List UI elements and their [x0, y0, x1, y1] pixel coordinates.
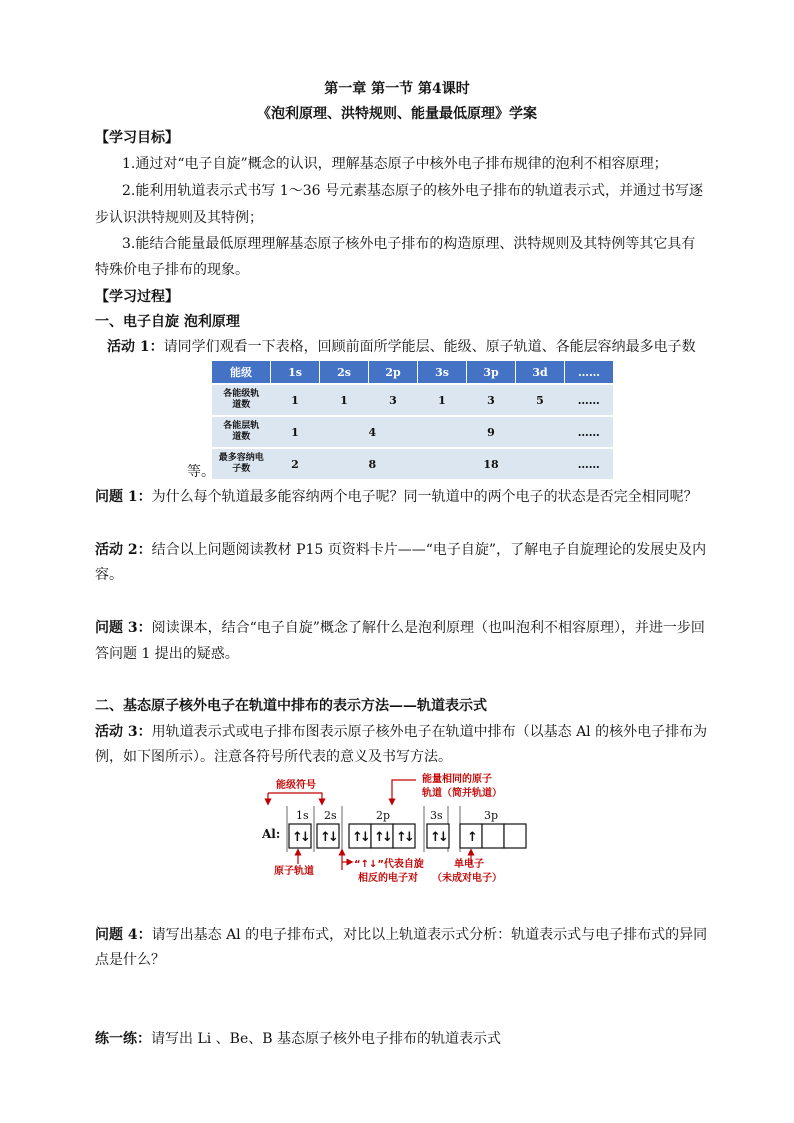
activity2-text: 结合以上问题阅读教材 P15 页资料卡片——“电子自旋”，了解电子自旋理论的发展史及内	[151, 542, 707, 558]
table-header-cell: ……	[565, 361, 614, 384]
question4	[95, 925, 707, 945]
practice-text: 请写出 Li 、Be、B 基态原子核外电子排布的轨道表示式	[151, 1031, 501, 1047]
electron-up: ↑	[396, 830, 407, 845]
al-orbital-diagram	[262, 772, 532, 887]
electron-down: ↓	[328, 830, 339, 845]
activity2	[95, 540, 706, 560]
goal-item-2-line2: 步认识洪特规则及其特例；	[95, 210, 263, 226]
electron-up: ↑	[320, 830, 331, 845]
table-header-cell: 2s	[320, 361, 369, 384]
ann-orbital: 原子轨道	[274, 866, 314, 877]
activity2-line2: 容。	[95, 567, 123, 583]
ann-pair-2: 相反的电子对	[358, 873, 418, 884]
table-cell: 1	[418, 384, 467, 416]
table-row	[212, 448, 613, 479]
table-header-row	[212, 361, 613, 384]
question1	[95, 487, 698, 507]
question3	[95, 618, 705, 638]
goal-item-3-line2: 特殊价电子排布的现象。	[95, 262, 249, 278]
table-cell: 3	[369, 384, 418, 416]
table-cell: 9	[467, 416, 516, 448]
section2-title: 二、基态原子核外电子在轨道中排布的表示方法——轨道表示式	[95, 698, 487, 714]
electron-down: ↓	[404, 830, 415, 845]
table-cell: ……	[565, 384, 614, 416]
question4-text: 请写出基态 Al 的电子排布式，对比以上轨道表示式分析：轨道表示式与电子排布式的异同	[151, 927, 708, 943]
table-row-label: 最多容纳电 子数	[212, 448, 271, 479]
electron-down: ↓	[438, 830, 449, 845]
table-row	[212, 416, 613, 448]
section1-title: 一、电子自旋 泡利原理	[95, 314, 240, 330]
electron-up: ↑	[352, 830, 363, 845]
electron-up: ↑	[430, 830, 441, 845]
ann-single-1: 单电子	[454, 859, 484, 870]
electron-down: ↓	[360, 830, 371, 845]
table-cell: 18	[467, 448, 516, 479]
activity3-text: 用轨道表示式或电子排布图表示原子核外电子在轨道中排布（以基态 Al 的核外电子排布为	[151, 724, 708, 740]
table-cell: 1	[320, 384, 369, 416]
ann-degenerate-1: 能量相同的原子	[422, 774, 492, 785]
activity1-text: 请同学们观看一下表格，回顾前面所学能层、能级、原子轨道、各能层容纳最多电子数	[163, 339, 696, 355]
table-cell: ……	[565, 448, 614, 479]
ann-level-symbol: 能级符号	[276, 780, 316, 791]
table-header-cell: 1s	[271, 361, 320, 384]
orbital-table	[212, 361, 613, 479]
question4-label: 问题 4：	[95, 927, 152, 943]
activity3	[95, 722, 707, 742]
activity1-label: 活动 1：	[107, 339, 164, 355]
activity3-label: 活动 3：	[95, 724, 152, 740]
electron-up: ↑	[467, 830, 478, 845]
table-cell: 3	[467, 384, 516, 416]
ann-degenerate-2: 轨道（简并轨道）	[422, 788, 502, 799]
table-row	[212, 384, 613, 416]
activity1-tail: 等。	[187, 464, 215, 480]
table-header-cell: 3d	[516, 361, 565, 384]
question4-line2: 点是什么？	[95, 952, 165, 968]
question3-text: 阅读课本，结合“电子自旋”概念了解什么是泡利原理（也叫泡利不相容原理），并进一步回	[151, 620, 705, 636]
electron-down: ↓	[382, 830, 393, 845]
goals-heading: 【学习目标】	[95, 130, 179, 146]
sublevel-label: 2s	[324, 809, 337, 822]
electron-down: ↓	[300, 830, 311, 845]
table-row-label: 各能层轨 道数	[212, 416, 271, 448]
table-cell: 1	[271, 384, 320, 416]
question3-label: 问题 3：	[95, 620, 152, 636]
sublevel-label: 3p	[484, 809, 499, 822]
sublevel-label: 2p	[376, 809, 391, 822]
goal-item-2-line1: 2.能利用轨道表示式书写 1～36 号元素基态原子的核外电子排布的轨道表示式，并通过书写逐	[122, 183, 703, 199]
question1-text: 为什么每个轨道最多能容纳两个电子呢？同一轨道中的两个电子的状态是否完全相同呢？	[151, 489, 698, 505]
sublevel-label: 3s	[430, 809, 443, 822]
table-header-cell: 3p	[467, 361, 516, 384]
practice-label: 练一练：	[95, 1031, 151, 1047]
table-header-cell: 3s	[418, 361, 467, 384]
ann-pair-1: “↑↓”代表自旋	[354, 859, 424, 870]
element-label: Al:	[262, 827, 281, 841]
practice	[95, 1029, 501, 1049]
table-cell: 4	[369, 416, 418, 448]
goal-item-3-line1: 3.能结合能量最低原理理解基态原子核外电子排布的构造原理、洪特规则及其特例等其它具有	[122, 236, 696, 252]
page-subtitle: 《泡利原理、洪特规则、能量最低原理》学案	[257, 106, 537, 122]
sublevel-label: 1s	[296, 809, 309, 822]
question1-label: 问题 1：	[95, 489, 152, 505]
table-row-label: 各能级轨 道数	[212, 384, 271, 416]
table-header-cell: 能级	[212, 361, 271, 384]
ann-single-2: （未成对电子）	[432, 873, 502, 884]
activity2-label: 活动 2：	[95, 542, 152, 558]
goal-item-1: 1.通过对“电子自旋”概念的认识，理解基态原子中核外电子排布规律的泡利不相容原理；	[122, 156, 668, 172]
process-heading: 【学习过程】	[95, 289, 179, 305]
table-cell: 2	[271, 448, 320, 479]
activity1-line	[107, 337, 696, 357]
electron-up: ↑	[292, 830, 303, 845]
table-cell: ……	[565, 416, 614, 448]
table-cell: 1	[271, 416, 320, 448]
table-cell: 5	[516, 384, 565, 416]
table-header-cell: 2p	[369, 361, 418, 384]
electron-up: ↑	[374, 830, 385, 845]
page-title: 第一章 第一节 第4课时	[324, 81, 470, 97]
activity3-line2: 例，如下图所示）。注意各符号所代表的意义及书写方法。	[95, 749, 452, 765]
question3-line2: 答问题 1 提出的疑惑。	[95, 646, 239, 662]
table-cell: 8	[369, 448, 418, 479]
